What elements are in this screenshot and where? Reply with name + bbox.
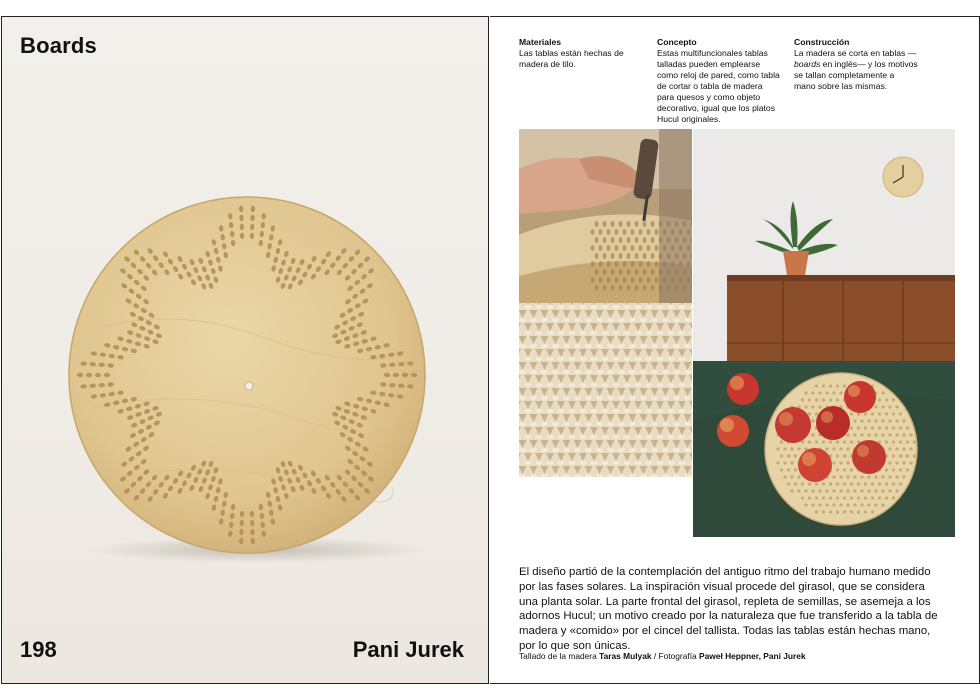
- right-page: [490, 16, 980, 684]
- column-heading: Materiales: [519, 37, 562, 47]
- column-text: Las tablas están hechas de madera de tilo.: [519, 48, 624, 69]
- column-construccion: [794, 37, 918, 92]
- body-paragraph: El diseño partió de la contemplación del antiguo ritmo del trabajo humano medido por las fases solares. La inspiración visual procede del girasol, que se considera una planta solar. La parte frontal del girasol, repleta de semillas, se asemeja a los adornos Hucul; un motivo creado por la naturaleza que fue transferido a la tabla de madera y «comido» por el cincel del tallista. Todas las tablas están hechas mano, por lo que son únicas.: [519, 566, 938, 653]
- column-heading: Construcción: [794, 37, 850, 47]
- page-number: 198: [20, 637, 57, 662]
- photo-apples-on-board: [693, 361, 955, 537]
- carved-board-photo: [62, 187, 432, 557]
- column-text-italic: boards: [794, 59, 821, 69]
- column-heading: Concepto: [657, 37, 697, 47]
- column-materiales: [519, 37, 643, 70]
- column-text-part: en inglés— y los motivos se tallan completamente a mano sobre las mismas.: [794, 59, 918, 91]
- column-text: Estas multifuncionales tablas talladas pueden emplearse como reloj de pared, como tabla de cortar o tabla de madera para quesos y como objeto decorativo, igual que los platos Hucul originales.: [657, 48, 780, 124]
- left-page: [1, 16, 489, 684]
- photo-hand-carving: [519, 129, 692, 303]
- brand-name: Pani Jurek: [352, 637, 464, 662]
- column-text-part: La madera se corta en tablas —: [794, 48, 917, 58]
- photo-carving-texture: [519, 303, 692, 477]
- credit-photo-label: Fotografía: [658, 651, 697, 661]
- book-spread: [0, 16, 980, 684]
- credit-carving-label: Tallado de la madera: [519, 651, 597, 661]
- column-concepto: [657, 37, 781, 125]
- photo-room-interior: [693, 129, 955, 361]
- credit-carver: Taras Mulyak: [599, 651, 652, 661]
- credit-separator: /: [651, 651, 659, 661]
- section-title: Boards: [20, 33, 97, 58]
- column-text: [794, 48, 918, 92]
- photo-credits: [519, 651, 806, 661]
- credit-photographers: Paweł Heppner, Pani Jurek: [699, 651, 806, 661]
